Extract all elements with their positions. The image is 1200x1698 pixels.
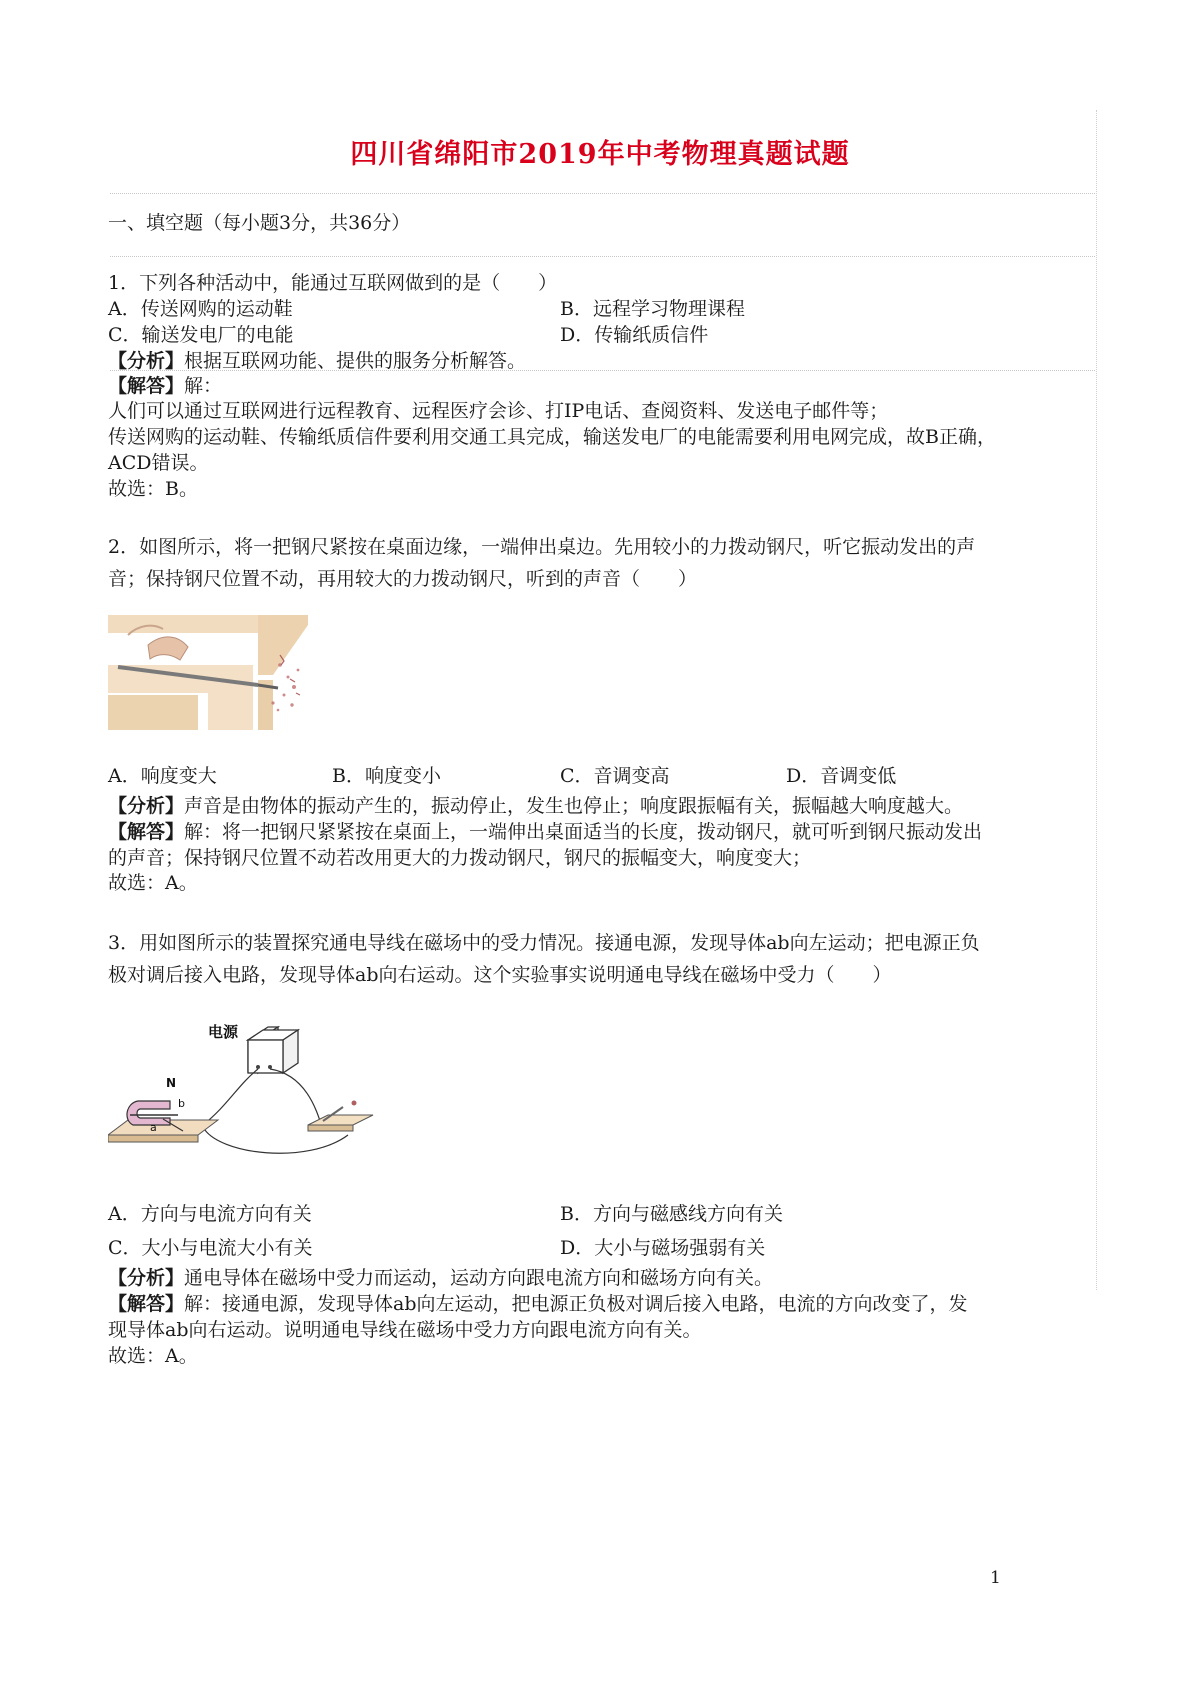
q1-stem: 1．下列各种活动中，能通过互联网做到的是（ ） [108, 272, 558, 294]
q2-analysis [108, 793, 963, 820]
analysis-tag: 【分析】 [108, 1267, 185, 1289]
q2-answer-line: 的声音；保持钢尺位置不动若改用更大的力拨动钢尺，钢尺的振幅变大，响度变大； [108, 847, 812, 869]
q3-analysis [108, 1265, 773, 1292]
answer-tag: 【解答】 [108, 1293, 185, 1315]
answer-text: 解：将一把钢尺紧紧按在桌面上，一端伸出桌面适当的长度，拨动钢尺，就可听到钢尺振动发出 [184, 821, 983, 843]
magnetic-force-apparatus-figure [108, 1015, 378, 1165]
q2-option-a: A．响度变大 [108, 765, 217, 787]
q2-choice: 故选：A。 [108, 872, 198, 894]
page-number: 1 [990, 1568, 1001, 1588]
q3-option-c: C．大小与电流大小有关 [108, 1237, 313, 1259]
conductor-b-label: b [178, 1097, 185, 1110]
q3-choice: 故选：A。 [108, 1345, 198, 1367]
analysis-tag: 【分析】 [108, 350, 185, 372]
ruler-desk-figure [108, 615, 308, 730]
section-heading: 一、填空题（每小题3分，共36分） [108, 212, 411, 234]
answer-text: 解： [184, 375, 223, 397]
q1-option-b: B．远程学习物理课程 [560, 298, 745, 320]
q2-option-b: B．响度变小 [332, 765, 441, 787]
power-supply-label: 电源 [208, 1023, 239, 1041]
q1-option-a: A．传送网购的运动鞋 [108, 298, 293, 320]
q1-answer-head [108, 373, 222, 400]
q1-option-d: D．传输纸质信件 [560, 324, 709, 346]
north-pole-label: N [166, 1076, 177, 1090]
q3-option-d: D．大小与磁场强弱有关 [560, 1237, 766, 1259]
q1-choice: 故选：B。 [108, 478, 198, 500]
q2-stem-line: 音；保持钢尺位置不动，再用较大的力拨动钢尺，听到的声音（ ） [108, 568, 698, 590]
q1-answer-line: 人们可以通过互联网进行远程教育、远程医疗会诊、打IP电话、查阅资料、发送电子邮件等； [108, 400, 889, 422]
answer-tag: 【解答】 [108, 375, 185, 397]
q3-answer-head [108, 1291, 968, 1318]
q3-answer-line: 现导体ab向右运动。说明通电导线在磁场中受力方向跟电流方向有关。 [108, 1319, 702, 1341]
divider [110, 193, 1095, 194]
q2-option-c: C．音调变高 [560, 765, 670, 787]
divider [110, 256, 1095, 257]
answer-tag: 【解答】 [108, 821, 185, 843]
divider [110, 370, 1095, 371]
analysis-text: 声音是由物体的振动产生的，振动停止，发生也停止；响度跟振幅有关，振幅越大响度越大。 [184, 795, 964, 817]
q2-option-d: D．音调变低 [786, 765, 897, 787]
q3-option-a: A．方向与电流方向有关 [108, 1203, 312, 1225]
page-title: 四川省绵阳市2019年中考物理真题试题 [350, 139, 850, 170]
q3-option-b: B．方向与磁感线方向有关 [560, 1203, 783, 1225]
analysis-tag: 【分析】 [108, 795, 185, 817]
q3-stem-line: 极对调后接入电路，发现导体ab向右运动。这个实验事实说明通电导线在磁场中受力（ ） [108, 964, 892, 986]
right-margin-guide [1096, 110, 1097, 1290]
answer-text: 解：接通电源，发现导体ab向左运动，把电源正负极对调后接入电路，电流的方向改变了，发 [184, 1293, 968, 1315]
q1-answer-line: 传送网购的运动鞋、传输纸质信件要利用交通工具完成，输送发电厂的电能需要利用电网完成，故B正确， [108, 426, 996, 448]
conductor-a-label: a [150, 1121, 157, 1134]
q1-option-c: C．输送发电厂的电能 [108, 324, 294, 346]
q2-stem-line: 2．如图所示，将一把钢尺紧按在桌面边缘，一端伸出桌边。先用较小的力拨动钢尺，听它振动发出的声 [108, 536, 976, 558]
q2-answer-head [108, 819, 982, 846]
analysis-text: 根据互联网功能、提供的服务分析解答。 [184, 350, 527, 372]
q1-answer-line: ACD错误。 [108, 452, 209, 474]
q3-stem-line: 3．用如图所示的装置探究通电导线在磁场中的受力情况。接通电源，发现导体ab向左运动；把电源正负 [108, 932, 980, 954]
analysis-text: 通电导体在磁场中受力而运动，运动方向跟电流方向和磁场方向有关。 [184, 1267, 774, 1289]
